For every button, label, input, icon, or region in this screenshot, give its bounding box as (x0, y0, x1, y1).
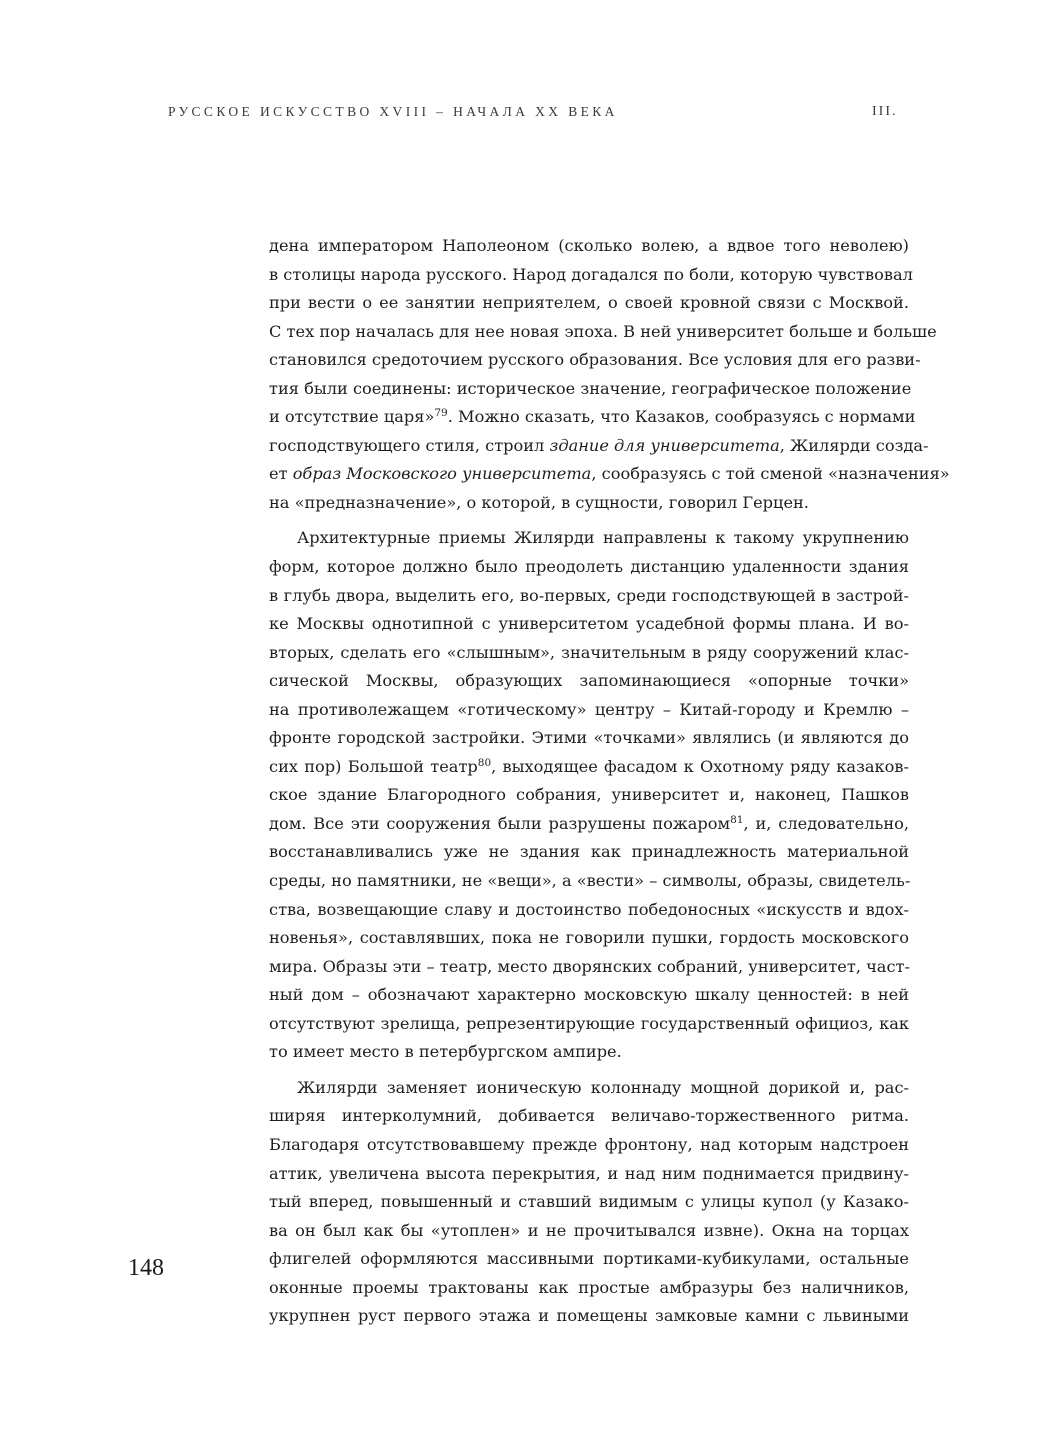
text-line: дена императором Наполеоном (сколько волею, а вдвое того неволею) (269, 236, 909, 255)
text-line: сической Москвы, образующих запоминающиеся «опорные точки» (269, 671, 909, 691)
text-line: ет образ Московского университета, сообразуясь с той сменой «назначения» (269, 464, 950, 484)
footnote-ref: 80 (477, 756, 492, 769)
page-number: 148 (128, 1255, 164, 1281)
text-line: на «предназначение», о которой, в сущности, говорил Герцен. (269, 492, 809, 512)
footnote-ref: 79 (434, 407, 448, 420)
text-line: в глубь двора, выделить его, во-первых, среди господствующей в застрой- (269, 585, 909, 605)
text-line: тый вперед, повышенный и ставший видимым с улицы купол (у Казако- (269, 1192, 909, 1212)
text-line: при вести о ее занятии неприятелем, о своей кровной связи с Москвой. (269, 293, 909, 313)
paragraph (269, 232, 950, 517)
text-line: ское здание Благородного собрания, университет и, наконец, Пашков (269, 785, 909, 805)
text-line: Архитектурные приемы Жилярди направлены к такому укрупнению (297, 528, 909, 548)
italic-phrase: здание для университета (549, 435, 780, 455)
text-line: становился средоточием русского образования. Все условия для его разви- (269, 350, 921, 370)
text-line: тия были соединены: историческое значение, географическое положение (269, 378, 912, 398)
text-line: среды, но памятники, не «вещи», а «вести» – символы, образы, свидетель- (269, 871, 911, 891)
text-line: в столицы народа русского. Народ догадался по боли, которую чувствовал (269, 264, 913, 284)
text-line: ва он был как бы «утоплен» и не прочитывался извне). Окна на торцах (269, 1220, 909, 1240)
text-line: Жилярди заменяет ионическую колоннаду мощной дорикой и, рас- (297, 1077, 909, 1097)
italic-phrase: образ Московского университета (292, 464, 592, 484)
text-line: форм, которое должно было преодолеть дистанцию удаленности здания (269, 557, 909, 577)
text-line: ный дом – обозначают характерно московскую шкалу ценностей: в ней (269, 985, 909, 1005)
text-line: ширяя интерколумний, добивается величаво-торжественного ритма. (269, 1106, 909, 1126)
text-line: мира. Образы эти – театр, место дворянских собраний, университет, част- (269, 956, 910, 976)
text-line: Благодаря отсутствовавшему прежде фронтону, над которым надстроен (269, 1134, 909, 1154)
paragraph (269, 524, 909, 1066)
text-line: новенья», составлявших, пока не говорили пушки, гордость московского (269, 928, 909, 948)
text-line: фронте городской застройки. Этими «точками» являлись (и являются до (269, 728, 909, 748)
paragraph (269, 1074, 909, 1331)
text-line: то имеет место в петербургском ампире. (269, 1042, 622, 1062)
text-line: отсутствуют зрелища, репрезентирующие государственный официоз, как (269, 1013, 909, 1033)
text-line: восстанавливались уже не здания как принадлежность материальной (269, 842, 909, 862)
text-line: С тех пор началась для нее новая эпоха. В ней университет больше и больше (269, 321, 937, 341)
text-line: оконные проемы трактованы как простые амбразуры без наличников, (269, 1277, 909, 1297)
text-line: укрупнен руст первого этажа и помещены замковые камни с львиными (269, 1306, 909, 1326)
text-line: ке Москвы однотипной с университетом усадебной формы плана. И во- (269, 614, 909, 634)
text-line: аттик, увеличена высота перекрытия, и над ним поднимается придвину- (269, 1163, 909, 1183)
text-line: и отсутствие царя»$^{79}$. Можно сказать, что Казаков, сообразуясь с нормами (269, 407, 916, 427)
text-line: флигелей оформляются массивными портиками-кубикулами, остальные (269, 1249, 909, 1269)
text-line: ства, возвещающие славу и достоинство победоносных «искусств и вдох- (269, 899, 909, 919)
running-head: РУССКОЕ ИСКУССТВО XVIII – НАЧАЛА XX ВЕКА (168, 104, 618, 119)
text-line: на противолежащем «готическому» центру – Китай-городу и Кремлю – (269, 699, 909, 719)
text-line: сих пор) Большой театр$^{80}$, выходящее фасадом к Охотному ряду казаков- (269, 756, 909, 776)
text-line: господствующего стиля, строил здание для университета, Жилярди созда- (269, 435, 929, 455)
text-line: вторых, сделать его «слышным», значительным в ряду сооружений клас- (269, 642, 909, 662)
section-number: III. (872, 104, 898, 119)
text-line: дом. Все эти сооружения были разрушены пожаром$^{81}$, и, следовательно, (269, 813, 909, 833)
footnote-ref: 81 (730, 813, 744, 826)
body-text (269, 232, 950, 1331)
